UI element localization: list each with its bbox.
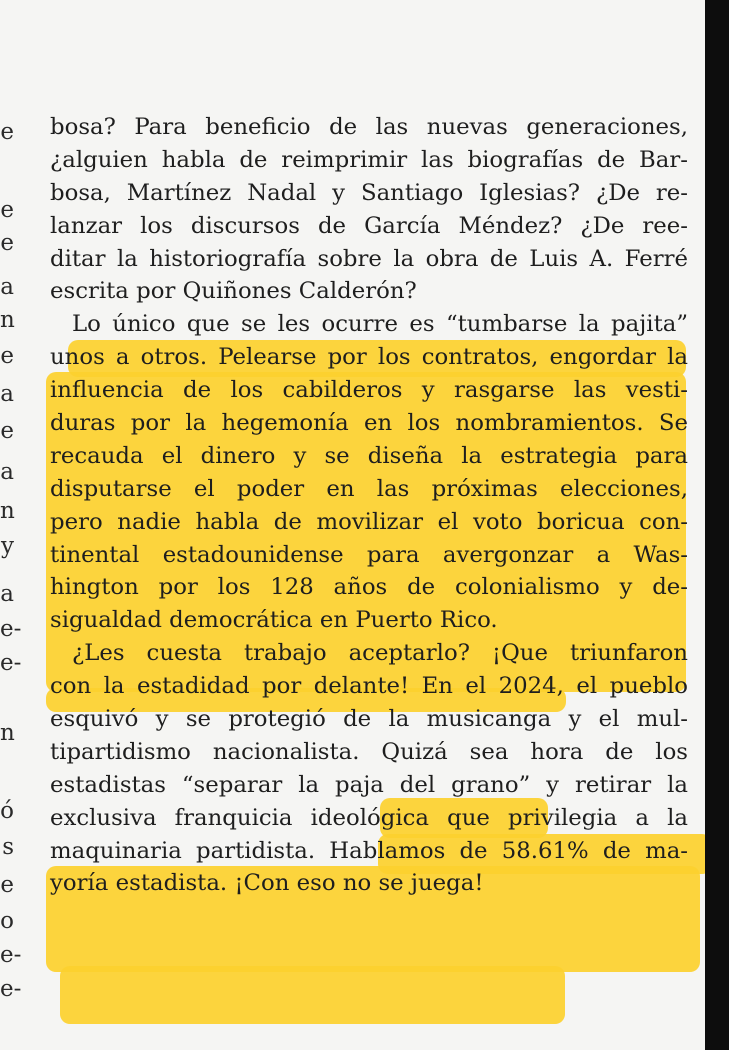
paragraph-1 (50, 111, 688, 308)
text-line: con la estadidad por delante! En el 2024, el pueblo (50, 673, 688, 700)
text-line: bosa? Para beneficio de las nuevas generaciones, (50, 114, 688, 140)
text-line: exclusiva franquicia ideológica que privilegia a la (50, 804, 688, 831)
column-fragment-glyph: e- (0, 942, 22, 968)
column-fragment-glyph: n (0, 498, 15, 524)
text-line: duras por la hegemonía en los nombramientos. Se (50, 410, 688, 437)
screen-edge-border (705, 0, 729, 1050)
text-line: escrita por Quiñones Calderón? (50, 278, 417, 305)
column-fragment-glyph: e- (0, 616, 22, 642)
column-fragment-glyph: n (0, 307, 15, 333)
text-line: ¿alguien habla de reimprimir las biografías de Bar- (50, 146, 688, 173)
text-line: ditar la historiografía sobre la obra de Luis A. Ferré (50, 245, 688, 272)
text-line: sigualdad democrática en Puerto Rico. (50, 607, 498, 634)
text-line: bosa, Martínez Nadal y Santiago Iglesias? ¿De re- (50, 179, 688, 206)
column-fragment-glyph: y (1, 533, 14, 559)
previous-column-fragment (0, 0, 30, 1050)
text-line: recauda el dinero y se diseña la estrategia para (50, 442, 688, 469)
column-fragment-glyph: a (0, 274, 14, 300)
text-line: influencia de los cabilderos y rasgarse las vesti- (50, 377, 688, 404)
text-line: esquivó y se protegió de la musicanga y el mul- (50, 706, 688, 733)
highlight-mark (60, 966, 565, 1024)
column-fragment-glyph: n (0, 720, 15, 746)
column-fragment-glyph: a (0, 581, 14, 607)
text-line: maquinaria partidista. Hablamos de 58.61% de ma- (50, 837, 688, 864)
column-fragment-glyph: s (2, 834, 14, 860)
text-line: yoría estadista. ¡Con eso no se juega! (50, 870, 484, 897)
column-fragment-glyph: e (0, 230, 14, 256)
column-fragment-glyph: ó (0, 798, 14, 824)
text-line: disputarse el poder en las próximas elecciones, (50, 475, 688, 502)
paragraph-3 (50, 637, 688, 900)
column-fragment-glyph: e (0, 119, 14, 145)
text-line: lanzar los discursos de García Méndez? ¿De ree- (50, 212, 688, 239)
column-fragment-glyph: e (0, 418, 14, 444)
column-fragment-glyph: a (0, 381, 14, 407)
column-fragment-glyph: o (0, 908, 14, 934)
text-line: estadistas “separar la paja del grano” y retirar la (50, 771, 688, 798)
paragraph-2 (50, 308, 688, 637)
column-fragment-glyph: e- (0, 650, 22, 676)
column-fragment-glyph: e (0, 872, 14, 898)
text-line: tipartidismo nacionalista. Quizá sea hora de los (50, 738, 688, 765)
text-line: tinental estadounidense para avergonzar a Was- (50, 541, 688, 568)
text-line: unos a otros. Pelearse por los contratos, engordar la (50, 344, 688, 371)
text-line: ¿Les cuesta trabajo aceptarlo? ¡Que triunfaron (72, 640, 688, 667)
text-line: Lo único que se les ocurre es “tumbarse la pajita” (72, 311, 688, 338)
column-fragment-glyph: e- (0, 976, 22, 1002)
article-text-column (50, 111, 688, 900)
column-fragment-glyph: e (0, 343, 14, 369)
text-line: hington por los 128 años de colonialismo y de- (50, 574, 688, 601)
column-fragment-glyph: e (0, 197, 14, 223)
text-line: pero nadie habla de movilizar el voto boricua con- (50, 508, 688, 535)
column-fragment-glyph: a (0, 459, 14, 485)
